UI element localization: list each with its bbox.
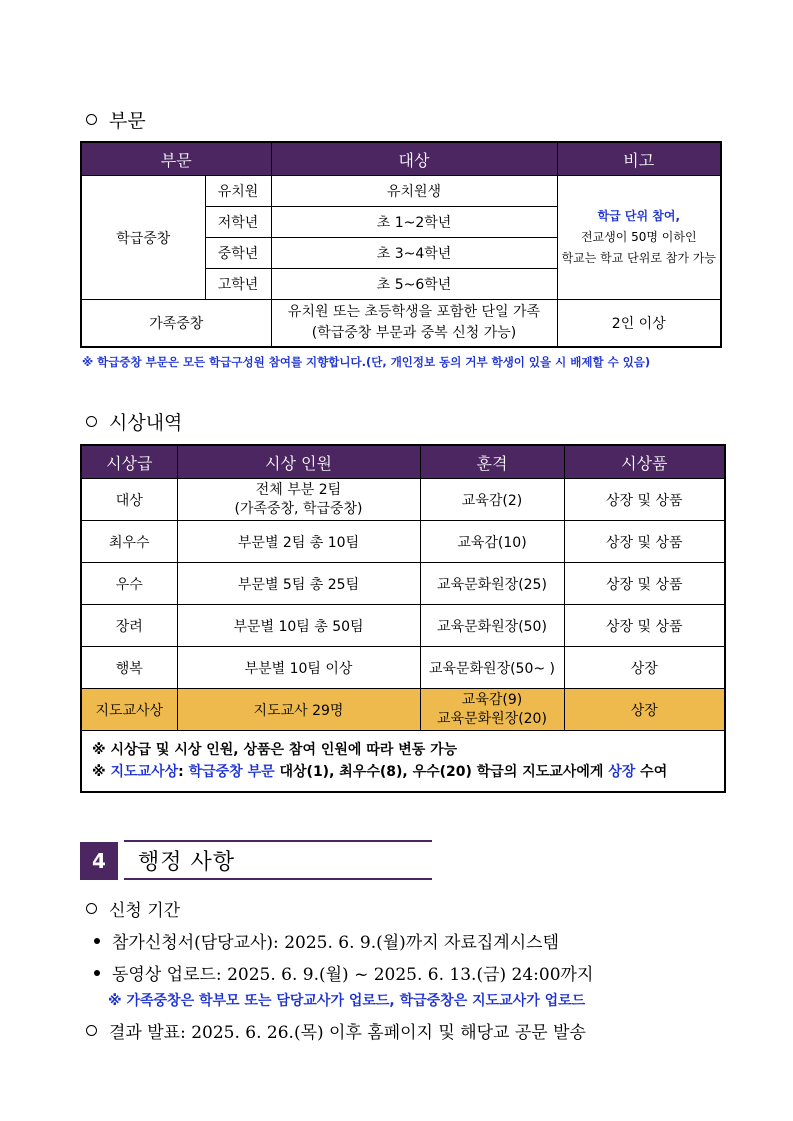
header-target: 대상 <box>271 142 557 176</box>
header-category: 부문 <box>81 142 271 176</box>
awards-note-line-2 <box>92 761 714 783</box>
dot-bullet-icon <box>94 938 100 944</box>
award-people: 지도교사 29명 <box>177 689 420 731</box>
award-honor: 교육문화원장(50~ ) <box>420 647 564 689</box>
award-people-line-2: (가족중창, 학급중창) <box>234 500 363 517</box>
period-heading <box>86 896 180 921</box>
note-teacher-award: 지도교사상 <box>110 764 179 780</box>
target-cell: 초 1~2학년 <box>271 207 557 238</box>
award-grade: 우수 <box>81 563 177 605</box>
circle-bullet-icon <box>86 903 97 914</box>
award-prize: 상장 및 상품 <box>564 479 725 521</box>
family-remark: 2인 이상 <box>557 300 721 347</box>
remark-line-1: 학급 단위 참여, <box>597 209 680 223</box>
award-honor-line-2: 교육문화원장(20) <box>437 710 547 727</box>
circle-bullet-icon <box>86 1025 97 1036</box>
category-note <box>82 354 650 370</box>
award-honor-line-1: 교육감(9) <box>461 691 523 708</box>
award-honor: 교육감(10) <box>420 521 564 563</box>
family-label: 가족중창 <box>81 300 271 347</box>
bullet-text: 동영상 업로드: 2025. 6. 9.(월) ~ 2025. 6. 13.(금) 24:00까지 <box>112 965 594 985</box>
circle-bullet-icon <box>86 114 97 125</box>
award-grade: 지도교사상 <box>81 689 177 731</box>
award-prize: 상장 및 상품 <box>564 563 725 605</box>
header-prize: 시상품 <box>564 445 725 479</box>
award-honor <box>420 689 564 731</box>
note-end: 수여 <box>635 764 668 780</box>
header-honor: 훈격 <box>420 445 564 479</box>
award-people: 부문별 2팀 총 10팀 <box>177 521 420 563</box>
result-line <box>86 1018 586 1043</box>
note-certificate: 상장 <box>608 764 636 780</box>
circle-bullet-icon <box>86 416 97 427</box>
period-title: 신청 기간 <box>109 901 181 921</box>
award-honor: 교육문화원장(50) <box>420 605 564 647</box>
sub-category: 저학년 <box>205 207 271 238</box>
remark-line-2: 전교생이 50명 이하인 <box>580 230 697 244</box>
award-grade: 장려 <box>81 605 177 647</box>
award-honor: 교육감(2) <box>420 479 564 521</box>
bullet-text: 참가신청서(담당교사): 2025. 6. 9.(월)까지 자료집계시스템 <box>112 933 559 953</box>
sub-category: 고학년 <box>205 269 271 300</box>
sub-category: 유치원 <box>205 176 271 207</box>
bullet-item <box>94 928 559 953</box>
bullet-item <box>94 960 593 985</box>
dot-bullet-icon <box>94 970 100 976</box>
section4-title: 행정 사항 <box>124 840 432 880</box>
note-mark: ※ <box>92 764 111 780</box>
group-label: 학급중창 <box>81 176 205 300</box>
remark-cell <box>557 176 721 300</box>
upload-note: ※ 가족중창은 학부모 또는 담당교사가 업로드, 학급중창은 지도교사가 업로드 <box>108 993 586 1009</box>
award-grade: 대상 <box>81 479 177 521</box>
award-people: 부분별 10팀 이상 <box>177 647 420 689</box>
note-class-category: 학급중창 부문 <box>188 764 275 780</box>
header-people: 시상 인원 <box>177 445 420 479</box>
section-category-title: 부문 <box>109 110 146 132</box>
result-text: 결과 발표: 2025. 6. 26.(목) 이후 홈페이지 및 해당교 공문 발송 <box>109 1023 586 1043</box>
award-prize: 상장 및 상품 <box>564 605 725 647</box>
award-people-line-1: 전체 부분 2팀 <box>255 481 342 498</box>
section-awards-title: 시상내역 <box>109 412 183 434</box>
header-grade: 시상급 <box>81 445 177 479</box>
header-remark: 비고 <box>557 142 721 176</box>
section4-number: 4 <box>80 842 118 880</box>
note-colon: : <box>178 764 189 780</box>
note-body: 대상(1), 최우수(8), 우수(20) 학급의 지도교사에게 <box>274 764 609 780</box>
awards-note <box>81 731 725 793</box>
awards-note-line-1: ※ 시상급 및 시상 인원, 상품은 참여 인원에 따라 변동 가능 <box>92 742 458 758</box>
target-cell: 초 5~6학년 <box>271 269 557 300</box>
award-people: 부문별 5팀 총 25팀 <box>177 563 420 605</box>
family-target-line-1: 유치원 또는 초등학생을 포함한 단일 가족 <box>287 303 541 320</box>
section-category-heading <box>86 106 146 133</box>
category-table <box>80 141 722 348</box>
target-cell: 초 3~4학년 <box>271 238 557 269</box>
family-target <box>271 300 557 347</box>
award-people: 부문별 10팀 총 50팀 <box>177 605 420 647</box>
sub-category: 중학년 <box>205 238 271 269</box>
awards-table <box>80 444 726 793</box>
award-prize: 상장 <box>564 689 725 731</box>
award-prize: 상장 및 상품 <box>564 521 725 563</box>
target-cell: 유치원생 <box>271 176 557 207</box>
category-note-text: ※ 학급중창 부문은 모든 학급구성원 참여를 지향합니다.(단, 개인정보 동의 거부 학생이 있을 시 배제할 수 있음) <box>82 355 651 369</box>
award-people <box>177 479 420 521</box>
award-prize: 상장 <box>564 647 725 689</box>
family-target-line-2: (학급중창 부문과 중복 신청 가능) <box>311 324 517 341</box>
section-awards-heading <box>86 408 182 435</box>
award-grade: 최우수 <box>81 521 177 563</box>
award-grade: 행복 <box>81 647 177 689</box>
remark-line-3: 학교는 학교 단위로 참가 가능 <box>561 251 716 265</box>
award-honor: 교육문화원장(25) <box>420 563 564 605</box>
